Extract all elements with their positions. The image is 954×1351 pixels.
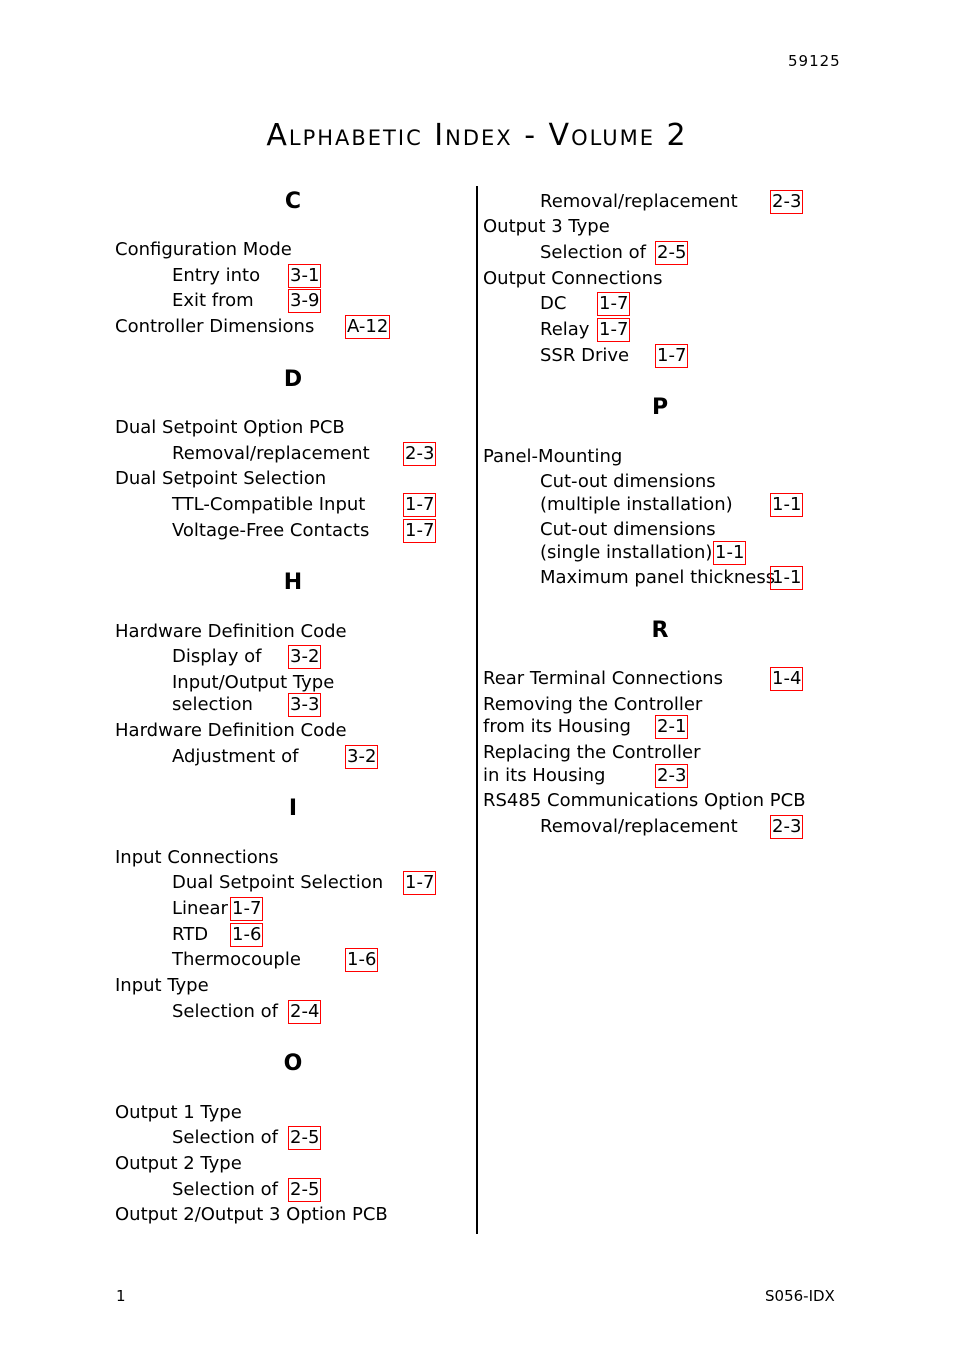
page-link-removal-replacement-o[interactable]: 2-3 bbox=[772, 191, 802, 212]
index-subentry-display-of: Display of bbox=[172, 646, 262, 667]
index-subentry-input-output-type: Input/Output Type bbox=[172, 672, 335, 693]
document-code: S056-IDX bbox=[765, 1287, 835, 1305]
page-link-adjustment-of[interactable]: 3-2 bbox=[347, 746, 377, 767]
page-link-selection-of-2[interactable]: 2-5 bbox=[290, 1179, 320, 1200]
index-subentry-voltage-free-contacts: Voltage-Free Contacts bbox=[172, 520, 370, 541]
section-letter-d: D bbox=[283, 367, 303, 392]
column-divider bbox=[476, 186, 478, 1234]
index-entry-hardware-definition-code-2: Hardware Definition Code bbox=[115, 720, 347, 741]
index-entry-panel-mounting: Panel-Mounting bbox=[483, 446, 623, 467]
document-number: 59125 bbox=[788, 52, 841, 70]
index-entry-hardware-definition-code: Hardware Definition Code bbox=[115, 621, 347, 642]
index-entry-rs485-option-pcb: RS485 Communications Option PCB bbox=[483, 790, 806, 811]
index-entry-output-2-3-option-pcb: Output 2/Output 3 Option PCB bbox=[115, 1204, 388, 1225]
section-letter-c: C bbox=[284, 189, 302, 214]
page-title: Alphabetic Index - Volume 2 bbox=[266, 118, 688, 153]
index-entry-rear-terminal-connections: Rear Terminal Connections bbox=[483, 668, 723, 689]
index-subentry-cutout-dimensions-2: Cut-out dimensions bbox=[540, 519, 716, 540]
section-letter-o: O bbox=[283, 1051, 303, 1076]
index-entry-output-connections: Output Connections bbox=[483, 268, 663, 289]
index-entry-dual-setpoint-option-pcb: Dual Setpoint Option PCB bbox=[115, 417, 345, 438]
index-subentry-selection-of: Selection of bbox=[172, 1001, 279, 1022]
page-link-relay[interactable]: 1-7 bbox=[599, 319, 629, 340]
index-subentry-rtd: RTD bbox=[172, 924, 209, 945]
page-number: 1 bbox=[116, 1287, 126, 1305]
index-subentry-selection-of-1: Selection of bbox=[172, 1127, 279, 1148]
index-subentry-adjustment-of: Adjustment of bbox=[172, 746, 299, 767]
index-subentry-removal-replacement: Removal/replacement bbox=[172, 443, 370, 464]
index-subentry-single-installation: (single installation) bbox=[540, 542, 713, 563]
index-subentry-thermocouple: Thermocouple bbox=[172, 949, 301, 970]
page-link-ssr-drive[interactable]: 1-7 bbox=[657, 345, 687, 366]
section-letter-r: R bbox=[651, 618, 669, 643]
page-link-from-its-housing[interactable]: 2-1 bbox=[657, 716, 687, 737]
page-link-rear-terminal-connections[interactable]: 1-4 bbox=[772, 668, 802, 689]
index-subentry-dual-setpoint-selection: Dual Setpoint Selection bbox=[172, 872, 384, 893]
index-subentry-ttl-compatible-input: TTL-Compatible Input bbox=[172, 494, 366, 515]
index-subentry-ssr-drive: SSR Drive bbox=[540, 345, 630, 366]
section-letter-i: I bbox=[288, 796, 298, 821]
page-link-rtd[interactable]: 1-6 bbox=[232, 924, 262, 945]
page-link-entry-into[interactable]: 3-1 bbox=[290, 265, 320, 286]
index-entry-input-type: Input Type bbox=[115, 975, 209, 996]
index-subentry-removal-replacement-r: Removal/replacement bbox=[540, 816, 738, 837]
index-subentry-cutout-dimensions-1: Cut-out dimensions bbox=[540, 471, 716, 492]
page-link-display-of[interactable]: 3-2 bbox=[290, 646, 320, 667]
page-link-voltage-free-contacts[interactable]: 1-7 bbox=[405, 520, 435, 541]
page-link-multiple-installation[interactable]: 1-1 bbox=[772, 494, 802, 515]
page-link-max-panel-thickness[interactable]: 1-1 bbox=[772, 567, 802, 588]
page-link-controller-dimensions[interactable]: A-12 bbox=[347, 316, 389, 337]
page-link-thermocouple[interactable]: 1-6 bbox=[347, 949, 377, 970]
page-link-dc[interactable]: 1-7 bbox=[599, 293, 629, 314]
index-entry-output-3-type: Output 3 Type bbox=[483, 216, 610, 237]
page-link-selection-of-1[interactable]: 2-5 bbox=[290, 1127, 320, 1148]
index-entry-configuration-mode: Configuration Mode bbox=[115, 239, 292, 260]
index-entry-input-connections: Input Connections bbox=[115, 847, 279, 868]
page-link-single-installation[interactable]: 1-1 bbox=[715, 542, 745, 563]
index-subentry-linear: Linear bbox=[172, 898, 228, 919]
page-link-exit-from[interactable]: 3-9 bbox=[290, 290, 320, 311]
index-subentry-selection: selection bbox=[172, 694, 253, 715]
index-subentry-relay: Relay bbox=[540, 319, 590, 340]
index-entry-replacing-the-controller: Replacing the Controller bbox=[483, 742, 701, 763]
page-link-selection-of-3[interactable]: 2-5 bbox=[657, 242, 687, 263]
index-subentry-entry-into: Entry into bbox=[172, 265, 261, 286]
index-entry-controller-dimensions: Controller Dimensions bbox=[115, 316, 315, 337]
page-link-selection-of[interactable]: 2-4 bbox=[290, 1001, 320, 1022]
index-entry-output-1-type: Output 1 Type bbox=[115, 1102, 242, 1123]
index-subentry-dc: DC bbox=[540, 293, 567, 314]
index-subentry-selection-of-3: Selection of bbox=[540, 242, 647, 263]
index-entry-output-2-type: Output 2 Type bbox=[115, 1153, 242, 1174]
index-entry-in-its-housing: in its Housing bbox=[483, 765, 606, 786]
index-subentry-selection-of-2: Selection of bbox=[172, 1179, 279, 1200]
index-subentry-removal-replacement-o: Removal/replacement bbox=[540, 191, 738, 212]
page-link-dual-setpoint-selection[interactable]: 1-7 bbox=[405, 872, 435, 893]
index-entry-removing-the-controller: Removing the Controller bbox=[483, 694, 703, 715]
page-link-linear[interactable]: 1-7 bbox=[232, 898, 262, 919]
page-link-selection[interactable]: 3-3 bbox=[290, 694, 320, 715]
section-letter-h: H bbox=[283, 570, 303, 595]
index-entry-dual-setpoint-selection: Dual Setpoint Selection bbox=[115, 468, 327, 489]
index-subentry-multiple-installation: (multiple installation) bbox=[540, 494, 733, 515]
index-subentry-max-panel-thickness: Maximum panel thickness bbox=[540, 567, 776, 588]
page-link-ttl-compatible-input[interactable]: 1-7 bbox=[405, 494, 435, 515]
section-letter-p: P bbox=[651, 395, 669, 420]
index-subentry-exit-from: Exit from bbox=[172, 290, 254, 311]
page-link-in-its-housing[interactable]: 2-3 bbox=[657, 765, 687, 786]
page-link-removal-replacement-r[interactable]: 2-3 bbox=[772, 816, 802, 837]
page-link-removal-replacement[interactable]: 2-3 bbox=[405, 443, 435, 464]
index-entry-from-its-housing: from its Housing bbox=[483, 716, 631, 737]
